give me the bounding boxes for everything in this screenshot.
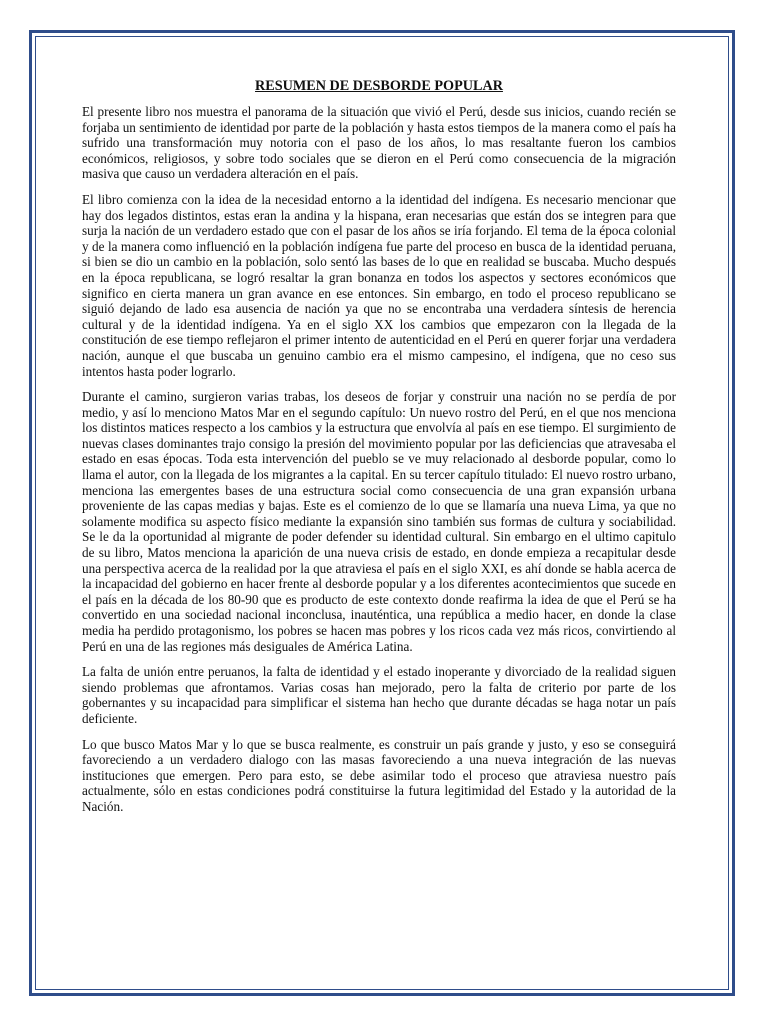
paragraph-1: El presente libro nos muestra el panorama de la situación que vivió el Perú, desde sus inicios, cuando recién se forjaba un sentimiento de identidad por parte de la población y hasta estos tiempos de la manera como el país ha sufrido una transformación muy notoria con el paso de los años, lo mas resaltante fueron los cambios económicos, religiosos, y sobre todo sociales que se dieron en el Perú como consecuencia de la migración masiva que causo un verdadera alteración en el país. (82, 104, 676, 182)
paragraph-5: Lo que busco Matos Mar y lo que se busca realmente, es construir un país grande y justo, y eso se conseguirá favoreciendo a un verdadero dialogo con las masas favoreciendo a una nueva integración de las nuevas instituciones que emergen. Pero para esto, se debe asimilar todo el proceso que atraviesa nuestro país actualmente, sólo en estas condiciones podrá constituirse la futura legitimidad del Estado y la autoridad de la Nación. (82, 736, 676, 814)
document-body (82, 76, 676, 825)
document-title: RESUMEN DE DESBORDE POPULAR (255, 78, 503, 94)
paragraph-4: La falta de unión entre peruanos, la falta de identidad y el estado inoperante y divorciado de la realidad siguen siendo problemas que afrontamos. Varias cosas han mejorado, pero la falta de criterio por parte de los gobernantes y su incapacidad para simplificar el sistema han hecho que durante décadas se haga notar un país deficiente. (82, 664, 676, 726)
paragraph-3: Durante el camino, surgieron varias trabas, los deseos de forjar y construir una nación no se perdía de por medio, y así lo menciono Matos Mar en el segundo capítulo: Un nuevo rostro del Perú, en el que nos menciona los distintos matices respecto a los cambios y la estructura que envolvía al país en ese tiempo. El surgimiento de nuevas clases dominantes trajo consigo la presión del movimiento popular por las deficiencias que atravesaba el estado en esas épocas. Toda esta intervención del pueblo se ve muy relacionado al desborde popular, como lo llama el autor, con la llegada de los migrantes a la capital. En su tercer capítulo titulado: El nuevo rostro urbano, menciona las emergentes bases de una estructura social como consecuencia de una gran expansión urbana proveniente de las capas medias y bajas. Este es el comienzo de lo que se llamaría una nueva Lima, ya que no solamente modifica su aspecto físico mediante la expansión sino también sus formas de cultura y sociabilidad. Se le da la oportunidad al migrante de poder defender su identidad cultural. Sin embargo en el ultimo capitulo de su libro, Matos menciona la aparición de una nueva crisis de estado, en donde empieza a recapitular desde una perspectiva acerca de la realidad por la que atraviesa el país en el siglo XXI, es ahí donde se habla acerca de la incapacidad del gobierno en hacer frente al desborde popular y a los diferentes acontecimientos que sucede en el país en la década de los 80-90 que es producto de este contexto donde reafirma la idea de que el Perú se ha convertido en una sociedad nacional inconclusa, inauténtica, una república a medio hacer, en donde la clase media ha perdido protagonismo, los pobres se hacen mas pobres y los ricos cada vez más ricos, convirtiendo al Perú en una de las regiones más desiguales de América Latina. (82, 389, 676, 654)
paragraph-2: El libro comienza con la idea de la necesidad entorno a la identidad del indígena. Es necesario mencionar que hay dos legados distintos, estas eran la andina y la hispana, eran necesarias que están dos se integren para que surja la nación de un verdadero estado que con el pasar de los años se iría forjando. El tema de la época colonial y de la manera como influenció en la población indígena fue parte del proceso en busca de la identidad peruana, si bien se dio un cambio en la población, solo sentó las bases de lo que en realidad se buscaba. Mucho después en la época republicana, se logró resaltar la gran bonanza en todos los aspectos y sectores económicos que significo en cierta manera un gran avance en ese entonces. Sin embargo, en todo el proceso republicano se siguió dejando de lado esa ausencia de nación ya que no se encontraba una verdadera síntesis de herencia cultural y de la identidad indígena. Ya en el siglo XX los cambios que empezaron con la llegada de la constitución de ese tiempo reflejaron el primer intento de autenticidad en el Perú en querer forjar una verdadera nación, aunque el que buscaba un genuino cambio era el mismo campesino, el indígena, que no ceso sus intentos hasta poder lograrlo. (82, 191, 676, 379)
